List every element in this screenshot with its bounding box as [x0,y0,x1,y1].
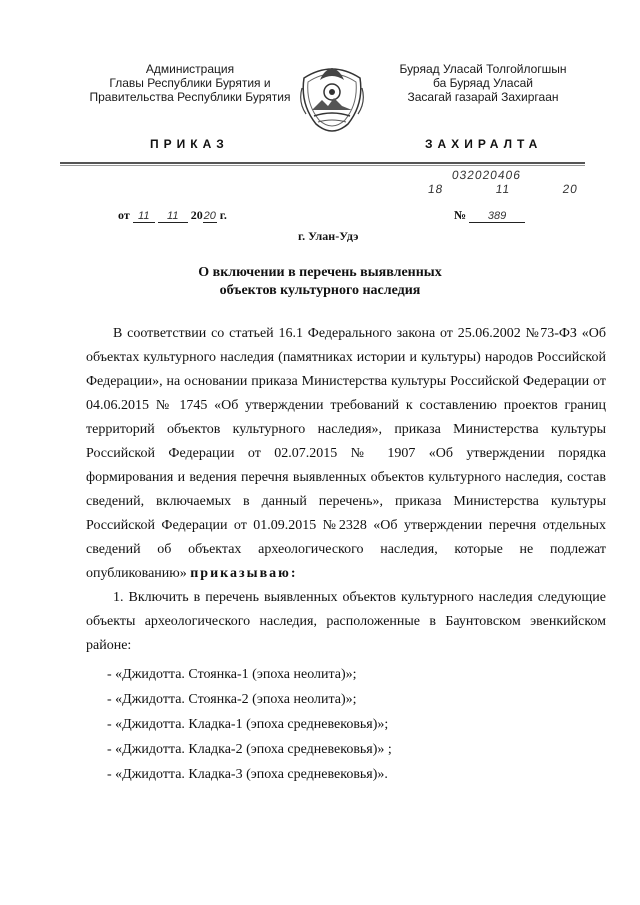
document-body [86,322,606,787]
list-item: - «Джидотта. Стоянка-2 (эпоха неолита)»; [107,692,357,707]
registration-date [427,182,579,196]
header-rule [60,162,585,164]
order-heading-ru: ПРИКАЗ [150,137,229,151]
city: г. Улан-Удэ [298,229,359,243]
list-item: - «Джидотта. Кладка-3 (эпоха средневековья)». [107,767,388,782]
registration-month: 11 [494,182,512,196]
date-suffix: г. [219,208,227,222]
preamble-paragraph [86,322,606,586]
issuer-ru-line: Главы Республики Бурятия и [109,76,271,90]
issuer-ru-line: Администрация [145,62,235,76]
issuer-ru-line: Правительства Республики Бурятия [89,90,291,104]
issuer-bua-line: ба Буряад Уласай [432,76,533,90]
clause-1: 1. Включить в перечень выявленных объектов культурного наследия следующие объекты археологического наследия, расположенные в Баунтовском эвенкийском районе: [86,590,606,653]
list-item: - «Джидотта. Кладка-2 (эпоха средневековья)» ; [107,742,392,757]
preamble-text: В соответствии со статьей 16.1 Федерального закона от 25.06.2002 №73-ФЗ «Об объектах культурного наследия (памятниках истории и культуры) народов Российской Федерации», на основании приказа Министерства культуры Российской Федерации от 04.06.2015 № 1745 «Об утверждении требований к составлению проектов границ территорий объектов культурного наследия», приказа Министерства культуры Российской Федерации от 02.07.2015 № 1907 «Об утверждении порядка формирования и ведения перечня выявленных объектов культурного наследия, состав сведений, включаемых в данный перечень», приказа Министерства культуры Российской Федерации от 01.09.2015 №2328 «Об утверждении перечня отдельных сведений об объектах археологического наследия, которые не подлежат опубликованию» [86,326,606,581]
date-year-hand: 20 [203,210,216,222]
order-number [454,208,525,223]
number-label: № [454,208,467,222]
order-date [118,208,227,223]
document-title [120,264,520,300]
registration-number: 032020406 [451,168,523,182]
order-word: приказываю: [190,566,298,581]
date-day: 11 [133,210,155,223]
issuer-bua [378,62,588,104]
order-heading-bua: ЗАХИРАЛТА [425,137,543,151]
date-prefix: от [118,208,130,222]
date-year-prefix: 20 [190,208,203,222]
title-line: О включении в перечень выявленных [198,265,442,280]
title-line: объектов культурного наследия [219,283,421,298]
header-rule-thin [60,165,585,166]
issuer-bua-line: Буряад Уласай Толгойлогшын [399,62,567,76]
list-item: - «Джидотта. Кладка-1 (эпоха средневековья)»; [107,717,389,732]
list-item: - «Джидотта. Стоянка-1 (эпоха неолита)»; [107,667,357,682]
issuer-ru [70,62,310,104]
registration-day: 18 [427,182,445,196]
date-month: 11 [158,210,188,223]
issuer-bua-line: Засагай газарай Захиргаан [407,90,559,104]
number-value: 389 [469,210,525,223]
registration-year: 20 [561,182,579,196]
coat-of-arms-emblem [298,58,366,138]
